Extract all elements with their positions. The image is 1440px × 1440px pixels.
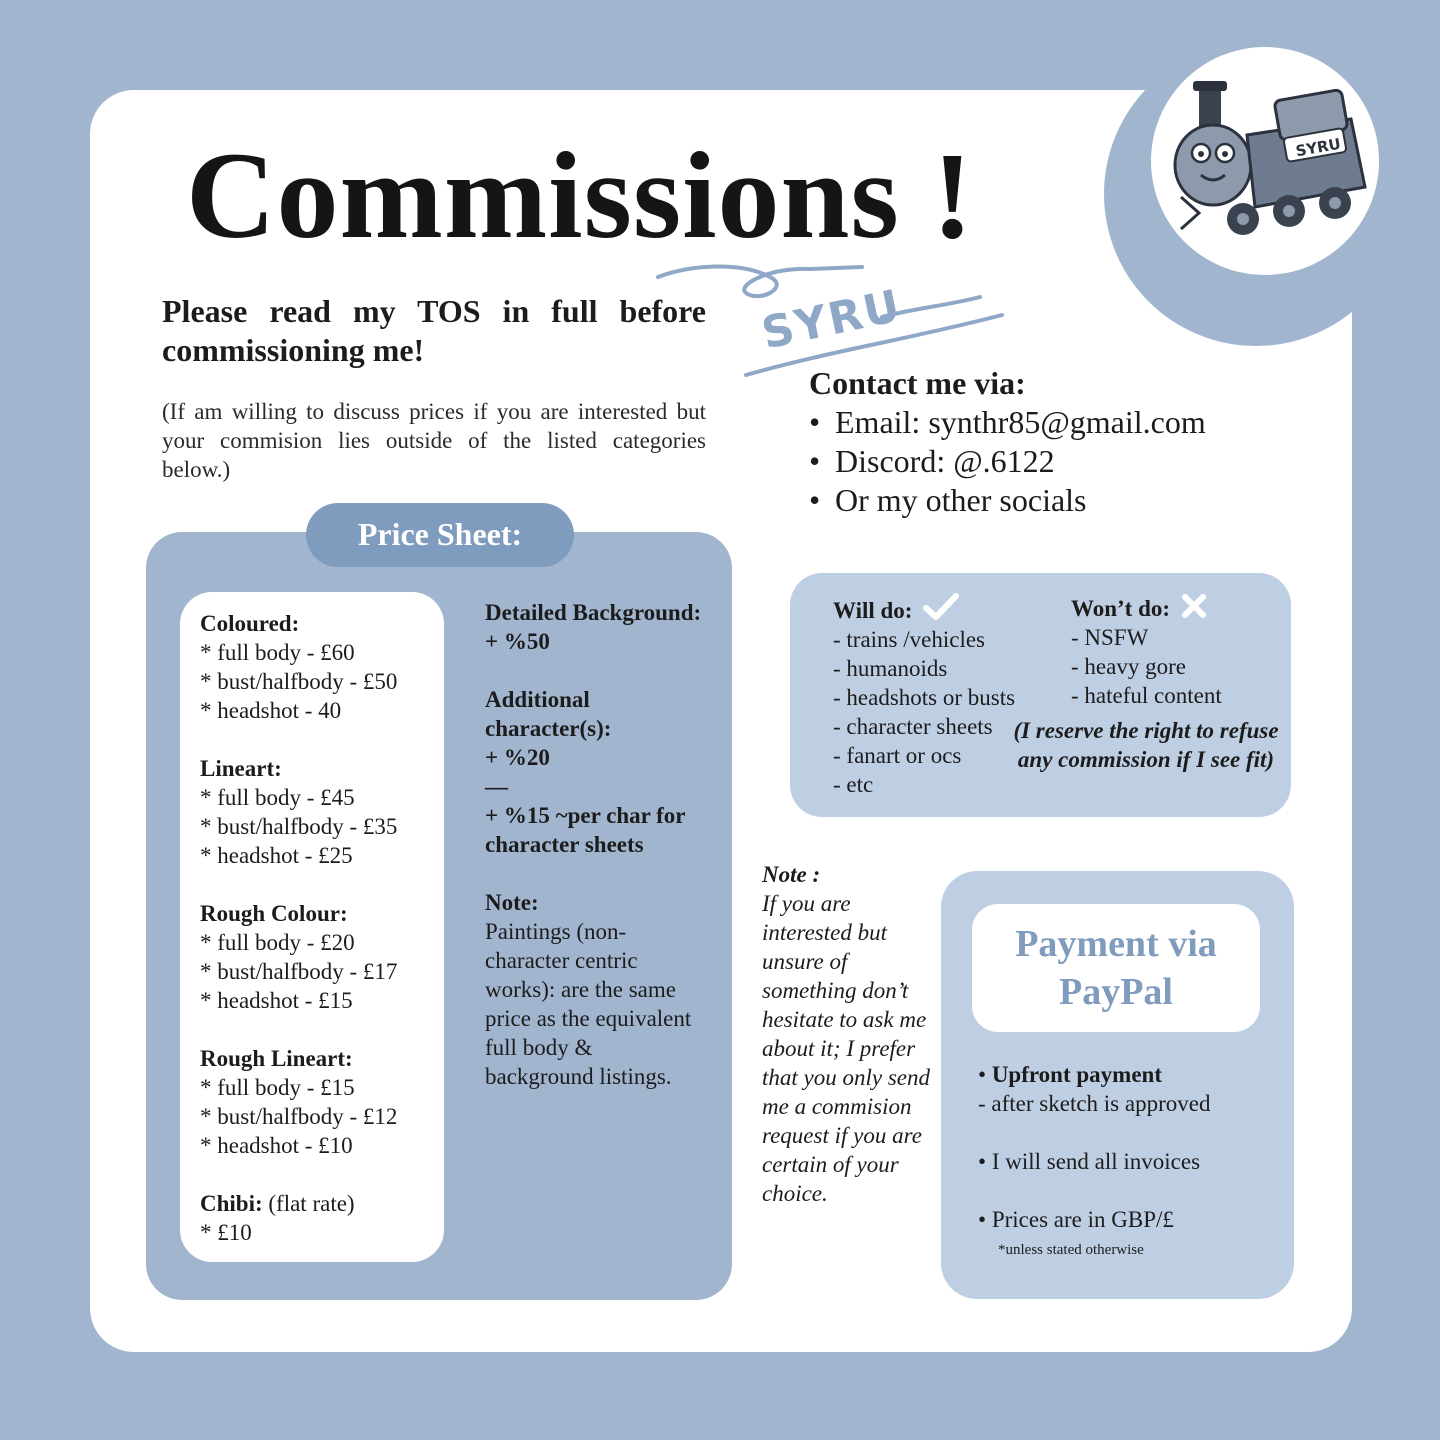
will-do-item: - headshots or busts — [833, 685, 1016, 710]
payment-info — [978, 1060, 1210, 1260]
price-group-title: Chibi: — [200, 1191, 263, 1216]
payment-heading — [972, 904, 1260, 1032]
price-note-text: Paintings (non-character centric works): are the same price as the equivalent full body & background listings. — [485, 919, 692, 1089]
price-item: * headshot - £10 — [200, 1133, 353, 1158]
will-do-column — [833, 592, 1015, 799]
price-note-title: Note: — [485, 890, 539, 915]
price-group-rough-colour — [200, 899, 397, 1015]
price-item: * bust/halfbody - £35 — [200, 814, 398, 839]
signature-text: SYRU — [757, 280, 907, 360]
price-item: * £10 — [200, 1220, 252, 1245]
bullet-icon: • — [978, 1062, 992, 1087]
tos-notice: Please read my TOS in full before commissioning me! — [162, 293, 706, 368]
additional-value: + %20 — [485, 745, 550, 770]
background-value: + %50 — [485, 629, 550, 654]
payment-title-line2: PayPal — [1059, 971, 1173, 1013]
train-illustration — [1151, 47, 1379, 275]
price-group-coloured — [200, 609, 397, 725]
page-title: Commissions ! — [186, 127, 975, 264]
price-item: * full body - £45 — [200, 785, 355, 810]
discuss-notice: (If am willing to discuss prices if you are interested but your commision lies outside of the listed categories below.) — [162, 399, 706, 482]
price-group-title: Rough Colour: — [200, 901, 348, 926]
invoices-text: I will send all invoices — [991, 1149, 1201, 1174]
price-item: * bust/halfbody - £17 — [200, 959, 398, 984]
will-do-item: - trains /vehicles — [833, 627, 986, 652]
contact-socials-text: Or my other socials — [835, 482, 1087, 518]
contact-discord — [809, 442, 1206, 481]
bullet-icon: • — [978, 1207, 992, 1232]
price-item: * headshot - £15 — [200, 988, 353, 1013]
will-do-item: - fanart or ocs — [833, 743, 962, 768]
price-group-title: Rough Lineart: — [200, 1046, 353, 1071]
will-do-item: - humanoids — [833, 656, 948, 681]
sheet-rate: + %15 ~per char for character sheets — [485, 803, 686, 857]
price-extras — [485, 598, 705, 1091]
additional-title: Additional character(s): — [485, 687, 612, 741]
upfront-payment: Upfront payment — [991, 1062, 1162, 1087]
contact-socials — [809, 481, 1206, 520]
separator: — — [485, 774, 508, 799]
contact-list — [809, 403, 1206, 520]
price-list-card — [180, 592, 444, 1262]
price-group-title: Coloured: — [200, 611, 300, 636]
contact-discord-text: Discord: @.6122 — [835, 443, 1055, 479]
price-group-chibi — [200, 1189, 397, 1247]
wont-do-item: - hateful content — [1071, 683, 1222, 708]
fine-print: *unless stated otherwise — [998, 1242, 1144, 1258]
price-sheet-label: Price Sheet: — [306, 503, 574, 567]
price-item: * headshot - 40 — [200, 698, 342, 723]
bullet-icon: • — [809, 404, 821, 440]
train-badge-text: SYRU — [1294, 134, 1343, 161]
bullet-icon: • — [809, 482, 821, 518]
contact-heading: Contact me via: — [809, 365, 1026, 401]
bullet-icon: • — [978, 1149, 992, 1174]
price-item: * bust/halfbody - £12 — [200, 1104, 398, 1129]
avatar — [1151, 47, 1379, 275]
will-do-item: - etc — [833, 772, 874, 797]
note-text: If you are interested but unsure of something don’t hesitate to ask me about it; I prefer that you only send me a commision request if you are certain of your choice. — [762, 891, 930, 1206]
price-item: * full body - £60 — [200, 640, 355, 665]
wont-do-item: - NSFW — [1071, 625, 1149, 650]
will-do-item: - character sheets — [833, 714, 993, 739]
contact-section — [809, 364, 1206, 520]
contact-email-text: Email: synthr85@gmail.com — [835, 404, 1206, 440]
payment-title-line1: Payment via — [1015, 923, 1217, 965]
chibi-rate-note: (flat rate) — [268, 1191, 355, 1216]
will-do-title: Will do: — [833, 598, 913, 623]
price-group-title: Lineart: — [200, 756, 282, 781]
background-title: Detailed Background: — [485, 600, 702, 625]
wont-do-item: - heavy gore — [1071, 654, 1186, 679]
price-item: * full body - £15 — [200, 1075, 355, 1100]
bullet-icon: • — [809, 443, 821, 479]
checkmark-icon — [922, 592, 960, 622]
price-group-lineart — [200, 754, 397, 870]
note-title: Note : — [762, 862, 821, 887]
price-item: * bust/halfbody - £50 — [200, 669, 398, 694]
wont-do-column — [1071, 592, 1222, 710]
cross-icon — [1180, 592, 1208, 620]
currency-text: Prices are in GBP/£ — [991, 1207, 1174, 1232]
price-group-rough-lineart — [200, 1044, 397, 1160]
note-section — [762, 860, 940, 1208]
contact-email — [809, 403, 1206, 442]
reserve-note: (I reserve the right to refuse any commission if I see fit) — [1013, 718, 1279, 772]
price-item: * headshot - £25 — [200, 843, 353, 868]
wont-do-title: Won’t do: — [1071, 596, 1171, 621]
price-item: * full body - £20 — [200, 930, 355, 955]
upfront-detail: - after sketch is approved — [978, 1091, 1211, 1116]
